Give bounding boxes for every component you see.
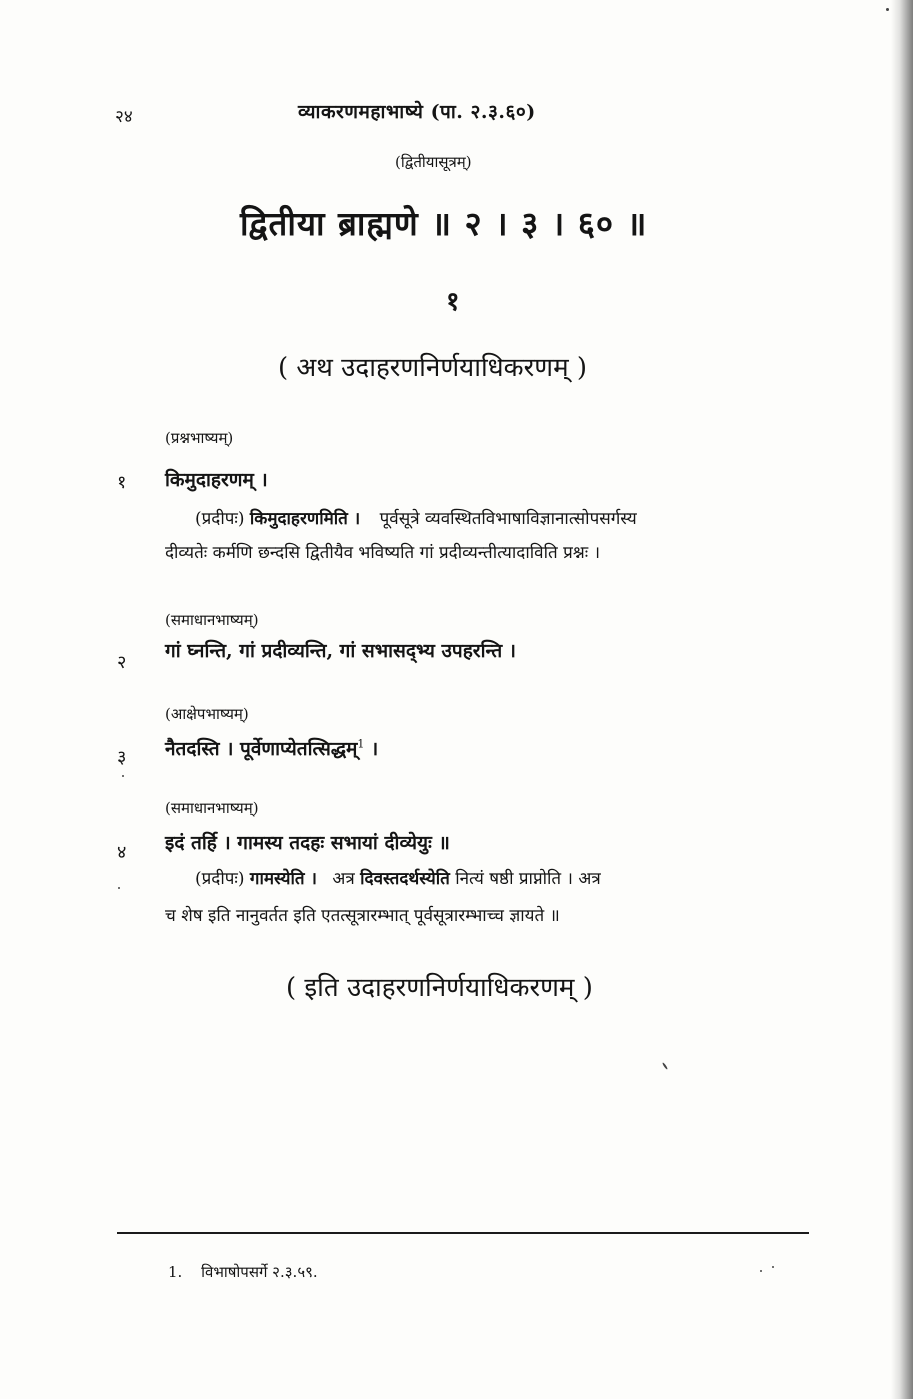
pradipa-line: [195, 506, 637, 529]
bhashya-label: (प्रश्नभाष्यम्): [165, 429, 234, 447]
pradipa-line: च शेष इति नानुवर्तत इति एतत्सूत्रारम्भात् पूर्वसूत्रारम्भाच्च ज्ञायते ॥: [165, 906, 560, 926]
pradipa-text: अत्र: [332, 869, 355, 889]
pradipa-text: पूर्वसूत्रे व्यवस्थितविभाषाविज्ञानात्सोपसर्गस्य: [379, 509, 637, 529]
scan-speck: [118, 887, 120, 889]
bhashya-text-main: नैतदस्ति । पूर्वेणाप्येतत्सिद्धम्: [165, 738, 358, 760]
bhashya-number: ४: [117, 842, 127, 863]
bhashya-number: ३: [117, 747, 127, 768]
scan-page-edge: [891, 0, 913, 1399]
bhashya-number: १: [117, 472, 127, 493]
pradipa-lemma-secondary: दिवस्तदर्थस्येति: [360, 869, 450, 889]
bhashya-text: किमुदाहरणम् ।: [165, 469, 268, 491]
pradipa-tag: (प्रदीपः): [195, 509, 245, 529]
footnote: [168, 1262, 318, 1282]
sutra-title: द्वितीया ब्राह्मणे ॥ २ । ३ । ६० ॥: [240, 204, 648, 243]
bhashya-number: २: [117, 652, 127, 673]
scan-speck: [760, 1270, 762, 1272]
footnote-reference: 1: [357, 737, 365, 751]
pradipa-lemma: गामस्येति ।: [249, 869, 317, 889]
pradipa-line: दीव्यतेः कर्मणि छन्दसि द्वितीयैव भविष्यति गां प्रदीव्यन्तीत्यादाविति प्रश्नः ।: [165, 543, 601, 563]
bhashya-label: (आक्षेपभाष्यम्): [165, 705, 249, 723]
adhikarana-heading-open: ( अथ उदाहरणनिर्णयाधिकरणम् ): [278, 353, 588, 383]
pradipa-lemma: किमुदाहरणमिति ।: [249, 509, 361, 529]
footnote-divider: [117, 1232, 809, 1234]
pradipa-tag: (प्रदीपः): [195, 869, 245, 889]
pradipa-text: नित्यं षष्ठी प्राप्नोति । अत्र: [455, 869, 601, 889]
scan-speck: [662, 1062, 668, 1070]
pradipa-line: [195, 866, 601, 889]
scan-speck: [886, 8, 889, 11]
bhashya-text-end: ।: [364, 738, 379, 760]
scan-speck: [122, 775, 124, 777]
footnote-marker: 1.: [168, 1263, 183, 1281]
adhikarana-heading-close: ( इति उदाहरणनिर्णयाधिकरणम् ): [286, 973, 593, 1003]
footnote-text: विभाषोपसर्गे २.३.५९.: [201, 1263, 318, 1281]
bhashya-text: गां घ्नन्ति, गां प्रदीव्यन्ति, गां सभासद्भ्य उपहरन्ति ।: [165, 640, 516, 662]
running-head: व्याकरणमहाभाष्ये (पा. २.३.६०): [298, 101, 536, 123]
section-number: १: [446, 287, 460, 317]
bhashya-text: इदं तर्हि । गामस्य तदहः सभायां दीव्येयुः ॥: [165, 832, 450, 854]
sutra-type-label: (द्वितीयासूत्रम्): [395, 153, 472, 171]
bhashya-text: [165, 735, 378, 761]
scan-speck: [772, 1266, 774, 1268]
page-number: २४: [115, 107, 133, 127]
bhashya-label: (समाधानभाष्यम्): [165, 611, 259, 629]
bhashya-label: (समाधानभाष्यम्): [165, 799, 259, 817]
